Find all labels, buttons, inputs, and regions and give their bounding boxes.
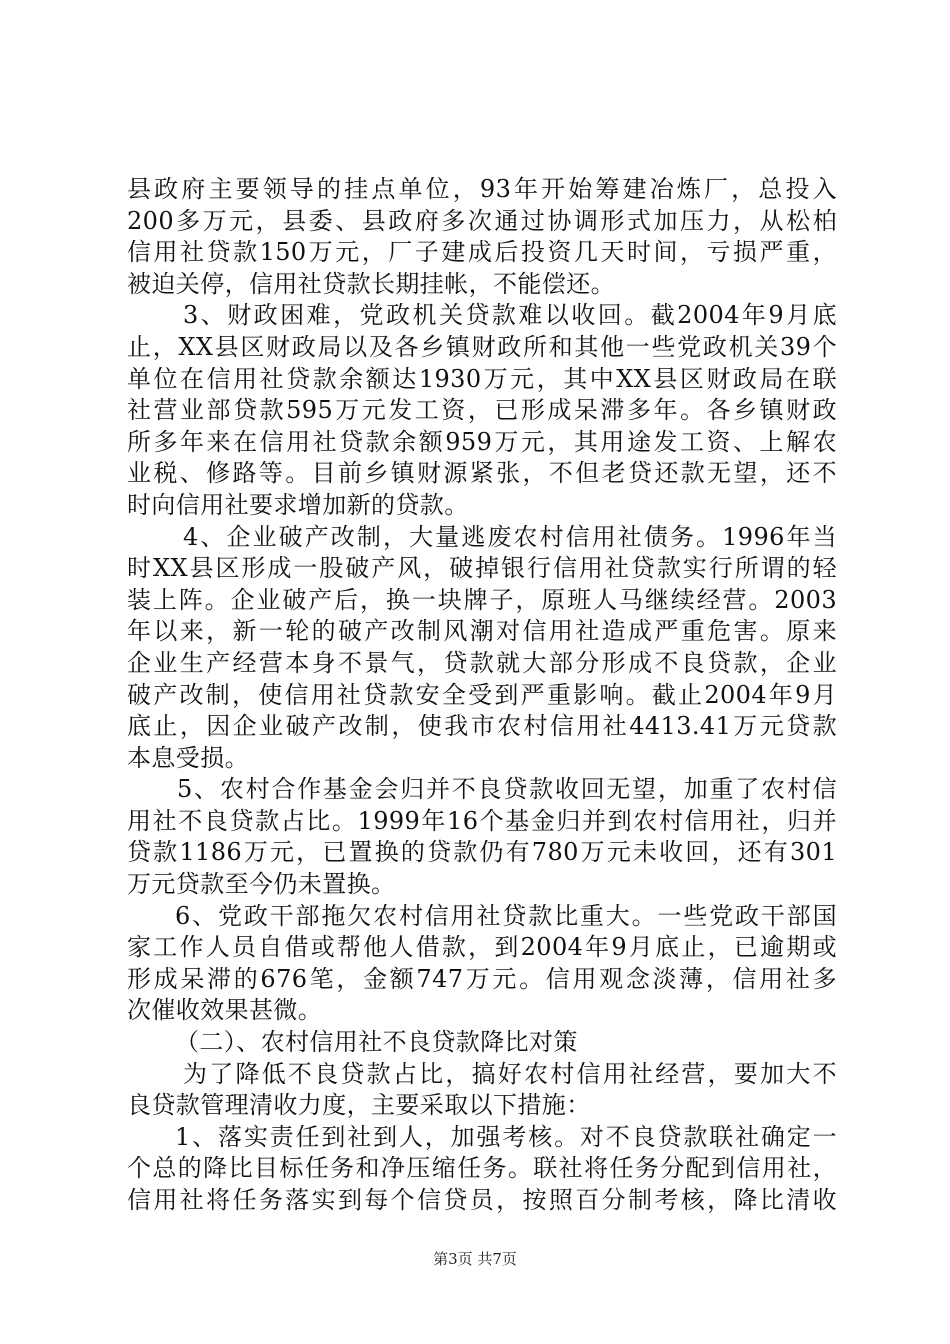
text-line: （二）、农村信用社不良贷款降比对策	[175, 1028, 578, 1057]
text-line: 1、落实责任到社到人，加强考核。对不良贷款联社确定一	[175, 1122, 837, 1151]
text-line: 所多年来在信用社贷款余额959万元，其用途发工资、上解农	[127, 427, 837, 456]
text-line: 个总的降比目标任务和净压缩任务。联社将任务分配到信用社，	[127, 1154, 837, 1183]
text-line: 时向信用社要求增加新的贷款。	[127, 490, 469, 519]
text-line: 本息受损。	[127, 743, 249, 772]
text-line: 信用社将任务落实到每个信贷员，按照百分制考核，降比清收	[127, 1186, 837, 1214]
text-line: 业税、修路等。目前乡镇财源紧张，不但老贷还款无望，还不	[127, 459, 837, 488]
text-line: 良贷款管理清收力度，主要采取以下措施：	[127, 1091, 591, 1120]
text-line: 装上阵。企业破产后，换一块牌子，原班人马继续经营。2003	[127, 585, 837, 614]
text-line: 止，XX县区财政局以及各乡镇财政所和其他一些党政机关39个	[127, 332, 837, 361]
text-line: 家工作人员自借或帮他人借款，到2004年9月底止，已逾期或	[127, 933, 837, 962]
text-line: 时XX县区形成一股破产风，破掉银行信用社贷款实行所谓的轻	[127, 554, 837, 583]
text-line: 为了降低不良贷款占比，搞好农村信用社经营，要加大不	[183, 1059, 837, 1088]
text-line: 万元贷款至今仍未置换。	[127, 870, 396, 899]
text-line: 4、企业破产改制，大量逃废农村信用社债务。1996年当	[183, 522, 837, 551]
text-line: 年以来，新一轮的破产改制风潮对信用社造成严重危害。原来	[127, 617, 837, 646]
text-line: 社营业部贷款595万元发工资，已形成呆滞多年。各乡镇财政	[127, 396, 837, 425]
text-line: 贷款1186万元，已置换的贷款仍有780万元未收回，还有301	[127, 838, 837, 867]
text-line: 底止，因企业破产改制，使我市农村信用社4413.41万元贷款	[127, 712, 837, 741]
text-line: 被迫关停，信用社贷款长期挂帐，不能偿还。	[127, 269, 615, 298]
text-line: 破产改制，使信用社贷款安全受到严重影响。截止2004年9月	[127, 680, 837, 709]
text-line: 200多万元，县委、县政府多次通过协调形式加压力，从松柏	[127, 206, 837, 235]
text-line: 用社不良贷款占比。1999年16个基金归并到农村信用社，归并	[127, 806, 837, 835]
text-line: 信用社贷款150万元，厂子建成后投资几天时间，亏损严重，	[127, 238, 837, 267]
text-line: 5、农村合作基金会归并不良贷款收回无望，加重了农村信	[177, 775, 837, 804]
text-line: 形成呆滞的676笔，金额747万元。信用观念淡薄，信用社多	[127, 964, 837, 993]
page-footer: 第3页 共7页	[433, 1250, 517, 1268]
document-body	[127, 174, 837, 1217]
text-line: 单位在信用社贷款余额达1930万元，其中XX县区财政局在联	[127, 364, 837, 393]
text-line: 企业生产经营本身不景气，贷款就大部分形成不良贷款，企业	[127, 648, 837, 677]
text-line: 6、党政干部拖欠农村信用社贷款比重大。一些党政干部国	[175, 901, 837, 930]
text-line: 县政府主要领导的挂点单位，93年开始筹建冶炼厂，总投入	[127, 175, 837, 203]
text-line: 3、财政困难，党政机关贷款难以收回。截2004年9月底	[183, 301, 837, 330]
text-line: 次催收效果甚微。	[127, 996, 323, 1025]
